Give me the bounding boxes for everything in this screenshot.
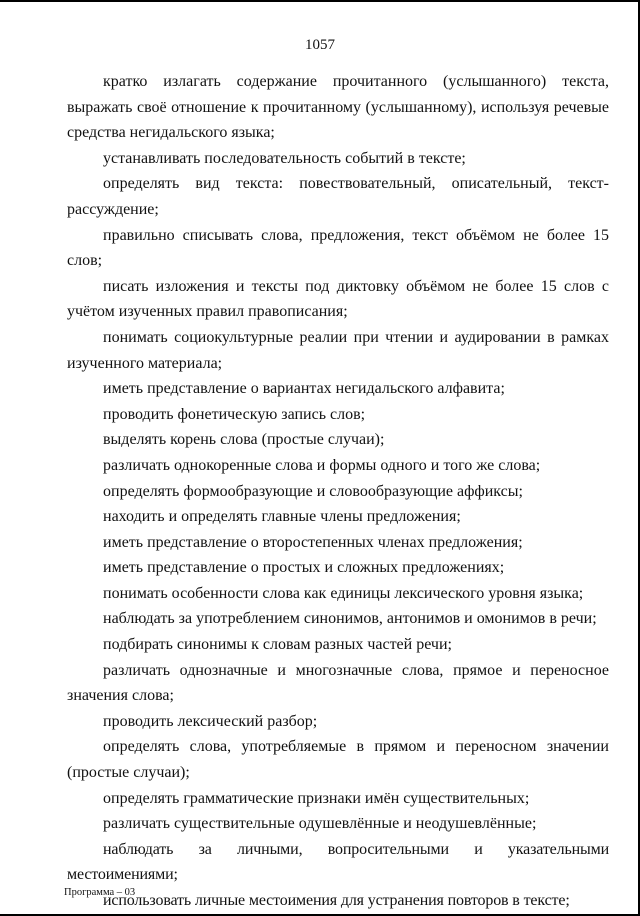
paragraph: различать однокоренные слова и формы одного и того же слова; bbox=[103, 456, 541, 474]
paragraph: иметь представление о второстепенных членах предложения; bbox=[103, 533, 523, 551]
paragraph: понимать социокультурные реалии при чтении и аудировании в рамках изученного материала; bbox=[67, 328, 609, 372]
paragraph: определять слова, употребляемые в прямом и переносном значении (простые случаи); bbox=[67, 738, 609, 782]
document-body bbox=[67, 69, 609, 914]
footer-program-code: Программа – 03 bbox=[64, 887, 136, 898]
paragraph: правильно списывать слова, предложения, текст объёмом не более 15 слов; bbox=[67, 226, 609, 270]
paragraph: использовать личные местоимения для устранения повторов в тексте; bbox=[103, 892, 570, 909]
paragraph: определять формообразующие и словообразующие аффиксы; bbox=[103, 482, 523, 500]
paragraph: проводить лексический разбор; bbox=[103, 712, 318, 730]
paragraph: иметь представление о простых и сложных предложениях; bbox=[103, 559, 505, 577]
paragraph: писать изложения и тексты под диктовку объёмом не более 15 слов с учётом изученных правил правописания; bbox=[67, 277, 609, 321]
scan-border-top bbox=[0, 0, 640, 2]
paragraph: устанавливать последовательность событий в тексте; bbox=[103, 149, 466, 167]
paragraph: различать существительные одушевлённые и неодушевлённые; bbox=[103, 815, 537, 833]
paragraph: различать однозначные и многозначные слова, прямое и переносное значения слова; bbox=[67, 661, 609, 705]
paragraph: наблюдать за личными, вопросительными и указательными местоимениями; bbox=[67, 840, 609, 884]
paragraph: кратко излагать содержание прочитанного (услышанного) текста, выражать своё отношение к прочитанному (услышанному), используя речевые средства негидальского языка; bbox=[67, 73, 609, 142]
paragraph: определять вид текста: повествовательный, описательный, текст-рассуждение; bbox=[67, 175, 609, 218]
paragraph: находить и определять главные члены предложения; bbox=[103, 508, 461, 526]
page-number: 1057 bbox=[305, 37, 335, 53]
paragraph: иметь представление о вариантах негидальского алфавита; bbox=[103, 380, 505, 398]
paragraph: понимать особенности слова как единицы лексического уровня языка; bbox=[103, 584, 584, 602]
paragraph: наблюдать за употреблением синонимов, антонимов и омонимов в речи; bbox=[103, 610, 597, 628]
paragraph: определять грамматические признаки имён существительных; bbox=[103, 789, 530, 807]
paragraph: проводить фонетическую запись слов; bbox=[103, 405, 366, 423]
paragraph: выделять корень слова (простые случаи); bbox=[103, 431, 385, 449]
paragraph: подбирать синонимы к словам разных частей речи; bbox=[103, 636, 452, 654]
